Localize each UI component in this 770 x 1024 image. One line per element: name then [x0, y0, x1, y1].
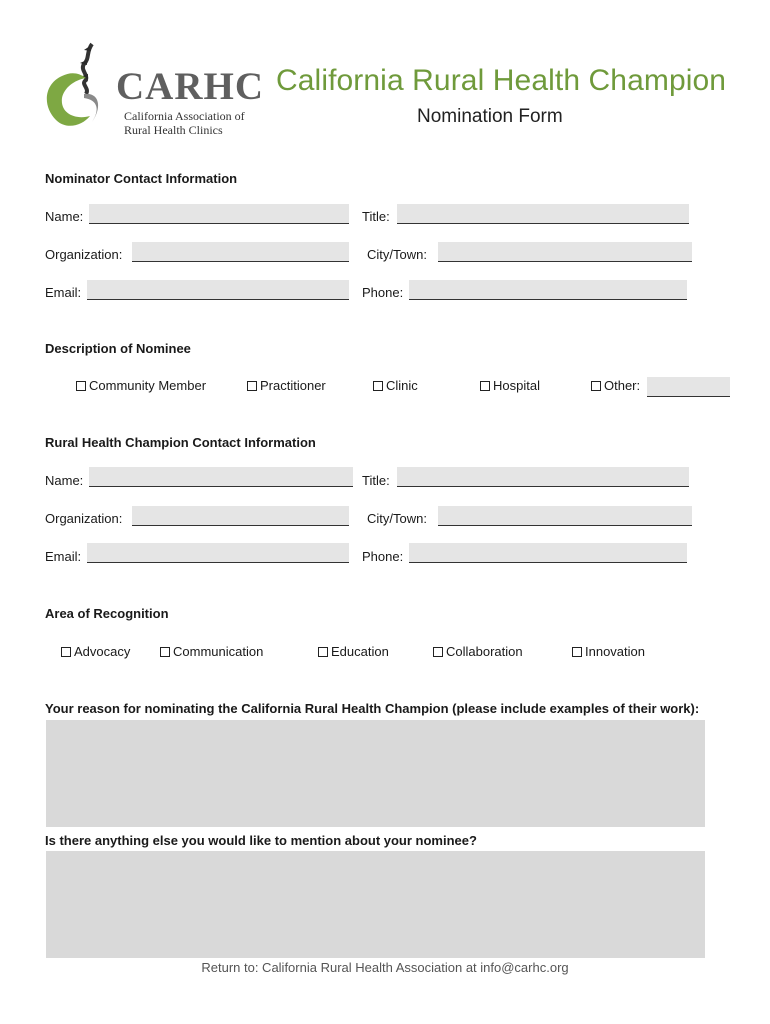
checkbox-box[interactable] — [480, 381, 490, 391]
checkbox-label: Collaboration — [446, 644, 523, 659]
carhc-logo — [40, 36, 265, 140]
nominator-title-field[interactable] — [397, 204, 689, 224]
logo-subtitle-line1: California Association of — [124, 109, 245, 123]
champion-title-field[interactable] — [397, 467, 689, 487]
checkbox-box[interactable] — [572, 647, 582, 657]
checkbox-collaboration[interactable] — [433, 644, 523, 659]
checkbox-clinic[interactable] — [373, 378, 418, 393]
other-info-label: Is there anything else you would like to mention about your nominee? — [45, 833, 477, 848]
checkbox-communication[interactable] — [160, 644, 263, 659]
checkbox-label: Advocacy — [74, 644, 131, 659]
checkbox-box[interactable] — [318, 647, 328, 657]
nominator-org-field[interactable] — [132, 242, 349, 262]
checkbox-label: Other: — [604, 378, 641, 393]
champion-city-field[interactable] — [438, 506, 692, 526]
champion-city-label: City/Town: — [367, 511, 427, 526]
champion-org-label: Organization: — [45, 511, 123, 526]
nominator-city-label: City/Town: — [367, 247, 427, 262]
checkbox-label: Hospital — [493, 378, 540, 393]
checkbox-box[interactable] — [433, 647, 443, 657]
checkbox-box[interactable] — [373, 381, 383, 391]
nominator-title-label: Title: — [362, 209, 390, 224]
nominator-heading: Nominator Contact Information — [45, 171, 238, 186]
nominator-phone-label: Phone: — [362, 285, 404, 300]
checkbox-advocacy[interactable] — [61, 644, 130, 659]
logo-subtitle-line2: Rural Health Clinics — [124, 123, 223, 137]
checkbox-label: Communication — [173, 644, 264, 659]
champion-title-label: Title: — [362, 473, 390, 488]
champion-name-field[interactable] — [89, 467, 353, 487]
page-title: California Rural Health Champion — [276, 64, 727, 97]
logo-wordmark: CARHC — [116, 65, 264, 108]
checkbox-label: Education — [331, 644, 389, 659]
checkbox-label: Practitioner — [260, 378, 326, 393]
checkbox-box[interactable] — [76, 381, 86, 391]
checkbox-box[interactable] — [160, 647, 170, 657]
nominator-name-label: Name: — [45, 209, 84, 224]
checkbox-label: Innovation — [585, 644, 645, 659]
nominator-email-label: Email: — [45, 285, 82, 300]
checkbox-other[interactable] — [591, 378, 640, 393]
checkbox-education[interactable] — [318, 644, 389, 659]
nominator-email-field[interactable] — [87, 280, 349, 300]
nominator-name-field[interactable] — [89, 204, 349, 224]
champion-phone-field[interactable] — [409, 543, 687, 563]
nominator-phone-field[interactable] — [409, 280, 687, 300]
checkbox-label: Clinic — [386, 378, 418, 393]
recognition-heading: Area of Recognition — [45, 606, 169, 621]
checkbox-hospital[interactable] — [480, 378, 540, 393]
champion-org-field[interactable] — [132, 506, 349, 526]
champion-heading: Rural Health Champion Contact Information — [45, 435, 316, 450]
checkbox-box[interactable] — [61, 647, 71, 657]
checkbox-practitioner[interactable] — [247, 378, 326, 393]
champion-email-field[interactable] — [87, 543, 349, 563]
reason-label: Your reason for nominating the California Rural Health Champion (please include examples of their work): — [45, 701, 700, 716]
other-description-field[interactable] — [647, 377, 730, 397]
checkbox-innovation[interactable] — [572, 644, 645, 659]
checkbox-box[interactable] — [247, 381, 257, 391]
footer-return-text: Return to: California Rural Health Association at info@carhc.org — [201, 960, 569, 975]
nominator-city-field[interactable] — [438, 242, 692, 262]
nominee-description-heading: Description of Nominee — [45, 341, 191, 356]
champion-email-label: Email: — [45, 549, 82, 564]
champion-name-label: Name: — [45, 473, 84, 488]
nominator-org-label: Organization: — [45, 247, 123, 262]
other-info-textarea[interactable] — [46, 851, 705, 958]
champion-phone-label: Phone: — [362, 549, 404, 564]
checkbox-box[interactable] — [591, 381, 601, 391]
checkbox-community-member[interactable] — [76, 378, 206, 393]
page-subtitle: Nomination Form — [417, 106, 563, 127]
reason-textarea[interactable] — [46, 720, 705, 827]
checkbox-label: Community Member — [89, 378, 207, 393]
